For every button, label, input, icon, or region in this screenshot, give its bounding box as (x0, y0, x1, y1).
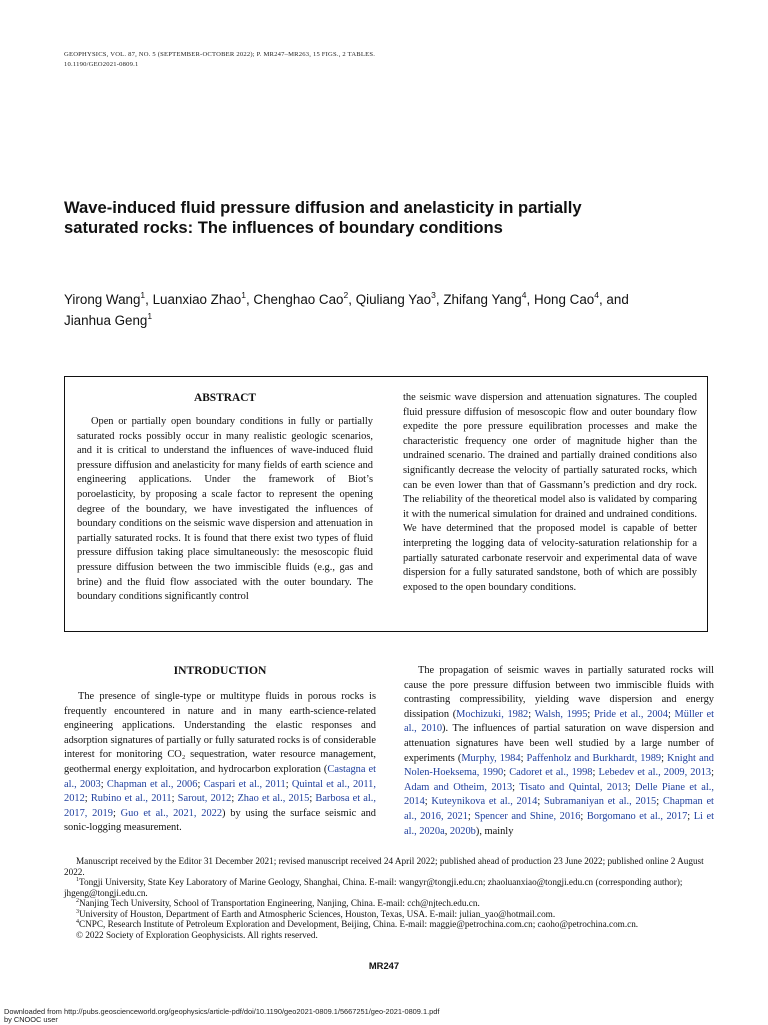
author-name: Chenghao Cao (253, 292, 344, 307)
footnotes (64, 856, 716, 940)
author-name: Yirong Wang (64, 292, 141, 307)
citation-link[interactable]: Zhao et al., 2015 (237, 793, 310, 805)
citation-link[interactable]: Rubino et al., 2011 (90, 793, 172, 805)
title-line-2: saturated rocks: The influences of boundary conditions (64, 218, 503, 237)
citation-link[interactable]: Borgomano et al., 2017 (586, 810, 688, 822)
citation-link[interactable]: Murphy, 1984 (461, 752, 521, 764)
author-separator: , (348, 292, 356, 307)
affiliation-number: 1 (76, 876, 79, 883)
author-name: Qiuliang Yao (355, 292, 432, 307)
introduction-left-column (64, 664, 376, 836)
abstract-right-column (403, 391, 697, 595)
affiliation-list (64, 877, 716, 930)
affiliation-text: Tongji University, State Key Laboratory of Marine Geology, Shanghai, China. E-mail: wangyr@tongji.edu.cn; zhaoluanxiao@tongji.edu.cn (corresponding author); jhgeng@tongji.edu.cn. (64, 877, 683, 898)
citation-link[interactable]: Walsh, 1995 (534, 708, 588, 720)
introduction-heading: INTRODUCTION (173, 664, 267, 677)
paper-title (64, 198, 724, 238)
author-separator: , (526, 292, 534, 307)
citation-link[interactable]: Pride et al., 2004 (594, 708, 668, 720)
citation-link[interactable]: Spencer and Shine, 2016 (474, 810, 581, 822)
author-affiliation-marker: 3 (431, 289, 436, 300)
affiliation-item (64, 877, 716, 898)
journal-citation: GEOPHYSICS, VOL. 87, NO. 5 (SEPTEMBER-OCTOBER 2022); P. MR247–MR263, 15 FIGS., 2 TABLES. (64, 51, 376, 58)
citation-link[interactable]: Delle Piane et al., 2014 (404, 781, 714, 808)
citation-link[interactable]: Li et al., 2020a (404, 810, 714, 837)
introduction-right-column (404, 664, 714, 839)
author-affiliation-marker: 2 (343, 289, 349, 300)
affiliation-number: 4 (76, 918, 79, 925)
citation-link[interactable]: Müller et al., 2010 (404, 708, 714, 735)
title-line-1: Wave-induced fluid pressure diffusion and anelasticity in partially (64, 198, 582, 217)
affiliation-text: University of Houston, Department of Earth and Atmospheric Sciences, Houston, Texas, USA. E-mail: julian_yao@hotmail.com. (79, 908, 556, 919)
author-name: Hong Cao (533, 292, 595, 307)
manuscript-received: Manuscript received by the Editor 31 December 2021; revised manuscript received 24 April 2022; published ahead of production 23 June 2022; published online 2 August 2022. (64, 856, 704, 877)
author-separator: , (145, 292, 153, 307)
affiliation-number: 3 (76, 908, 79, 915)
citation-link[interactable]: Cadoret et al., 1998 (509, 767, 593, 779)
citation-link[interactable]: Paffenholz and Burkhardt, 1989 (526, 752, 662, 764)
citation-link[interactable]: Tisato and Quintal, 2013 (519, 781, 628, 793)
citation-link[interactable]: Adam and Otheim, 2013 (404, 781, 513, 793)
download-url: Downloaded from http://pubs.geoscienceworld.org/geophysics/article-pdf/doi/10.1190/geo2021-0809.1/5667251/geo-2021-0809.1.pdf (4, 1007, 440, 1016)
page-number: MR247 (368, 960, 400, 971)
introduction-paragraph-1: The presence of single-type or multitype fluids in porous rocks is frequently encountered in nature and in many earth-science-related engineering applications. Understanding the elastic responses and adsorption signatures of partially or fully saturated rocks is of considerable interest for monitoring CO₂ sequestration, water resource management, geothermal energy exploitation, and hydrocarbon exploration (Castagna et al., 2003; Chapman et al., 2006; Caspari et al., 2011; Quintal et al., 2011, 2012; Rubino et al., 2011; Sarout, 2012; Zhao et al., 2015; Barbosa et al., 2017, 2019; Guo et al., 2021, 2022) by using the surface seismic and sonic-logging measurement. (64, 691, 377, 834)
citation-link[interactable]: Barbosa et al., 2017, 2019 (64, 793, 376, 819)
journal-header (64, 50, 375, 70)
author-list (64, 289, 744, 331)
author-affiliation-marker: 4 (521, 289, 527, 300)
citation-link[interactable]: Knight and Nolen-Hoeksema, 1990 (404, 752, 714, 779)
author-separator: , (435, 292, 444, 307)
author-separator: , and (598, 292, 629, 307)
citation-link[interactable]: Chapman et al., 2006 (106, 778, 198, 790)
citation-link[interactable]: Chapman et al., 2016, 2021 (404, 796, 714, 822)
abstract-box (64, 376, 708, 632)
author-affiliation-marker: 1 (140, 289, 146, 300)
citation-link[interactable]: Mochizuki, 1982 (456, 708, 529, 720)
citation-link[interactable]: Caspari et al., 2011 (203, 778, 286, 790)
citation-link[interactable]: Kuteynikova et al., 2014 (431, 796, 538, 808)
citation-link[interactable]: Sarout, 2012 (177, 793, 232, 805)
affiliation-text: CNPC, Research Institute of Petroleum Exploration and Development, Beijing, China. E-mail: maggie@petrochina.com.cn; caoho@petrochina.com.cn. (79, 919, 639, 929)
download-user: by CNOOC user (4, 1015, 58, 1025)
citation-link[interactable]: Subramaniyan et al., 2015 (543, 796, 657, 808)
abstract-left-column (77, 391, 373, 605)
citation-link[interactable]: Quintal et al., 2011, 2012 (64, 778, 376, 805)
affiliation-item (64, 898, 716, 909)
affiliation-text: Nanjing Tech University, School of Transportation Engineering, Nanjing, China. E-mail: cch@njtech.edu.cn. (79, 898, 480, 908)
doi: 10.1190/GEO2021-0809.1 (64, 61, 139, 68)
citation-link[interactable]: Guo et al., 2021, 2022 (120, 807, 223, 819)
affiliation-item (64, 919, 716, 930)
download-notice (4, 1008, 439, 1025)
abstract-heading: ABSTRACT (193, 392, 257, 404)
affiliation-number: 2 (76, 897, 79, 904)
citation-link[interactable]: Castagna et al., 2003 (64, 763, 377, 790)
author-name: Zhifang Yang (443, 292, 522, 307)
author-affiliation-marker: 1 (241, 289, 246, 300)
affiliation-item (64, 909, 716, 920)
author-affiliation-marker: 1 (147, 310, 153, 321)
introduction-paragraph-2: The propagation of seismic waves in partially saturated rocks will cause the pore pressure diffusion between two immiscible fluids with contrasting compressibility, yielding wave dispersion and energy dissipation (Mochizuki, 1982; Walsh, 1995; Pride et al., 2004; Müller et al., 2010). The influences of partial saturation on wave dispersion and attenuation signatures have been well studied by a large number of experiments (Murphy, 1984; Paffenholz and Burkhardt, 1989; Knight and Nolen-Hoeksema, 1990; Cadoret et al., 1998; Lebedev et al., 2009, 2013; Adam and Otheim, 2013; Tisato and Quintal, 2013; Delle Piane et al., 2014; Kuteynikova et al., 2014; Subramaniyan et al., 2015; Chapman et al., 2016, 2021; Spencer and Shine, 2016; Borgomano et al., 2017; Li et al., 2020a, 2020b), mainly (404, 665, 714, 837)
citation-link[interactable]: Lebedev et al., 2009, 2013 (598, 767, 712, 779)
abstract-text-right: the seismic wave dispersion and attenuation signatures. The coupled fluid pressure diffusion of mesoscopic flow and outer boundary flow expedite the pore pressure equilibration processes and make the characteristic frequency one order of magnitude higher than the undrained scenario. The drained and partially drained conditions also significantly decrease the velocity of partially saturated rocks, which can be even lower than that of Gassmann’s prediction and dry rock. The reliability of the theoretical model also is validated by comparing it with the numerical simulation for drained and undrained conditions. We have determined that the proposed model is capable of better interpreting the logging data of velocity-saturation relationship for a partially saturated carbonate reservoir and experimental data of wave dispersion for a fully saturated sandstone, both of which are possibly exposed to the open boundary conditions. (403, 392, 697, 593)
abstract-text-left: Open or partially open boundary conditions in fully or partially saturated rocks possibly occur in many realistic geologic scenarios, and it is critical to understand the influences of wave-induced fluid pressure diffusion and anelasticity for many fields of earth science and engineering applications. Under the framework of Biot’s poroelasticity, by proposing a scale factor to represent the opening degree of the boundary, we have investigated the influences of boundary conditions on the seismic wave dispersion and attenuation in partially saturated rocks. It is found that there exist two types of fluid pressure diffusion taking place simultaneously: the mesoscopic fluid pressure diffusion between the two immiscible fluids (e.g., gas and brine) and the fluid flow associated with the outer boundary. The boundary conditions significantly control (77, 416, 373, 603)
author-name: Jianhua Geng (64, 313, 148, 328)
author-name: Luanxiao Zhao (152, 292, 242, 307)
copyright: © 2022 Society of Exploration Geophysicists. All rights reserved. (76, 929, 318, 940)
citation-link[interactable]: 2020b (449, 825, 476, 837)
author-affiliation-marker: 4 (594, 289, 599, 300)
author-separator: , (245, 292, 254, 307)
